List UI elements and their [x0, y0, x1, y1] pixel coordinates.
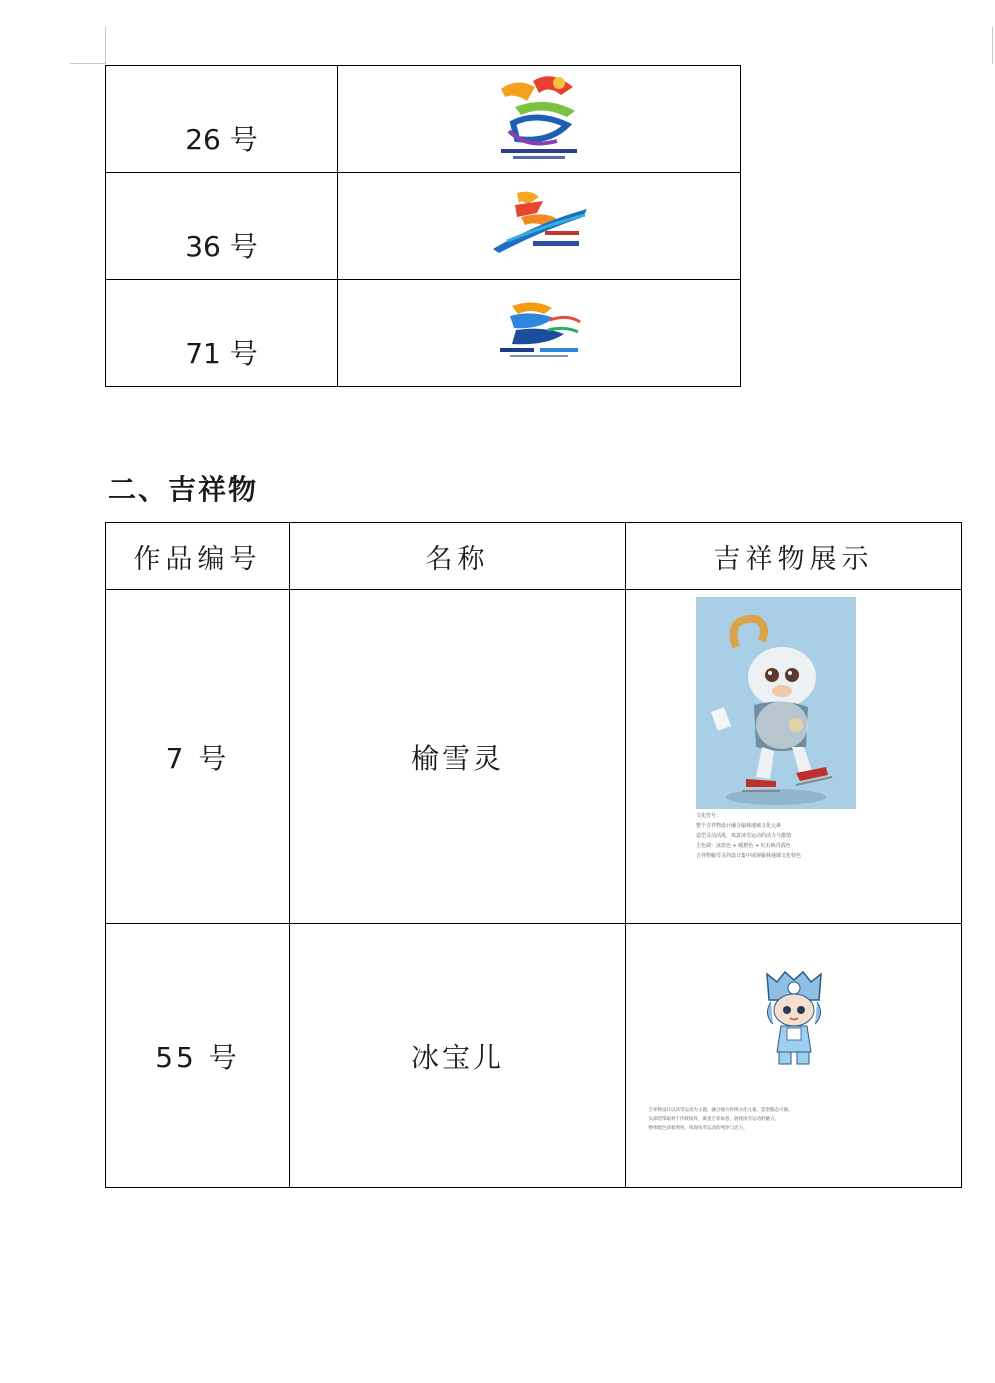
desc-line: 头部装饰取材于传统纹样，寓意吉祥如意，展现冰雪运动的魅力。 [648, 1117, 779, 1122]
mascot-7-image [696, 597, 856, 809]
header-number: 作品编号 [106, 523, 290, 590]
mascot-table [105, 522, 962, 1188]
table-row [106, 590, 962, 924]
page-corner-mark-vertical [105, 27, 106, 64]
desc-title: 文化符号： [696, 813, 722, 819]
logo-cell [338, 66, 741, 173]
logo-cell [338, 173, 741, 280]
logo-number: 26 号 [106, 66, 338, 173]
logo-number: 71 号 [106, 280, 338, 387]
desc-line: 整个吉祥物设计融合榆林地域文化元素 [696, 823, 782, 829]
header-name: 名称 [290, 523, 626, 590]
mascot-55-description [649, 1108, 939, 1132]
desc-line: 主色调：冰蓝色 + 暖橙色 + 红石峡丹霞色 [696, 843, 791, 849]
logo-26-image [487, 67, 591, 167]
page-corner-mark-horizontal [70, 63, 106, 64]
mascot-name: 冰宝儿 [290, 924, 626, 1188]
section-title: 二、吉祥物 [108, 473, 259, 506]
desc-line: 整体配色清新明快，体现冰雪运动的纯净与活力。 [648, 1126, 748, 1131]
header-display: 吉祥物展示 [626, 523, 962, 590]
logo-71-image [494, 300, 584, 362]
table-row [106, 280, 741, 387]
table-row [106, 924, 962, 1188]
desc-line: 吉祥物设计以冰雪运动为主题，融合地方传统文化元素，造型憨态可掬。 [648, 1108, 793, 1113]
table-row [106, 66, 741, 173]
logo-cell [338, 280, 741, 387]
logo-36-image [487, 189, 591, 259]
mascot-number: 7 号 [106, 590, 290, 924]
table-row [106, 173, 741, 280]
desc-line: 吉祥物榆雪灵的设计集中展现榆林地域文化特色 [696, 853, 802, 859]
desc-line: 造型灵动活泼，寓意冰雪运动的活力与激情 [696, 833, 792, 839]
mascot-55-image [759, 970, 829, 1070]
mascot-display-cell [626, 590, 962, 924]
mascot-number: 55 号 [106, 924, 290, 1188]
logo-number: 36 号 [106, 173, 338, 280]
page-edge-mark [992, 27, 993, 64]
table-header-row [106, 523, 962, 590]
mascot-display-cell [626, 924, 962, 1188]
logo-table [105, 65, 741, 387]
mascot-7-description [696, 813, 896, 860]
mascot-name: 榆雪灵 [290, 590, 626, 924]
